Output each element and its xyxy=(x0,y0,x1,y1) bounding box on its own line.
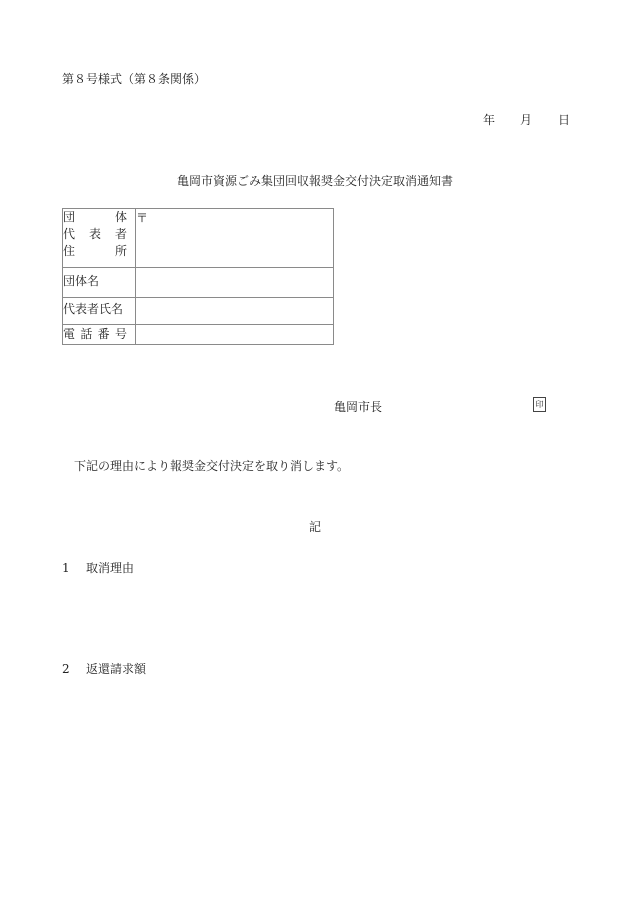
seal-mark: 印 xyxy=(533,397,546,412)
item-cancellation-reason xyxy=(62,559,134,576)
date-line xyxy=(483,111,578,127)
label-representative xyxy=(63,226,127,243)
address-row xyxy=(63,209,334,268)
label-org xyxy=(63,209,127,226)
label-char: 住 xyxy=(63,244,76,258)
label-char: 体 xyxy=(114,210,127,224)
phone-value-cell[interactable] xyxy=(136,325,334,345)
address-value-cell[interactable] xyxy=(136,209,334,268)
label-char: 電 xyxy=(63,327,76,341)
representative-name-value-cell[interactable] xyxy=(136,298,334,325)
address-label-cell xyxy=(63,209,136,268)
issuer-name: 亀岡市長 xyxy=(334,400,383,414)
label-char: 所 xyxy=(114,244,127,258)
cancellation-statement: 下記の理由により報奨金交付決定を取り消します。 xyxy=(74,459,350,473)
label-org-name xyxy=(63,271,127,291)
label-char: 号 xyxy=(114,327,127,341)
phone-row xyxy=(63,325,334,345)
ki-heading: 記 xyxy=(308,520,321,534)
label-address xyxy=(63,243,127,260)
item-number: 2 xyxy=(62,662,70,676)
date-year-label: 年 xyxy=(483,113,496,127)
date-day-label: 日 xyxy=(558,113,571,127)
item-number: 1 xyxy=(62,561,70,575)
item-label: 取消理由 xyxy=(86,561,135,575)
document-title: 亀岡市資源ごみ集団回収報奨金交付決定取消通知書 xyxy=(176,174,453,188)
form-number: 第８号様式（第８条関係） xyxy=(62,72,207,86)
label-representative-name: 代表者氏名 xyxy=(63,302,124,316)
label-char: 話 xyxy=(80,327,93,341)
org-name-row xyxy=(63,268,334,298)
organization-info-table xyxy=(62,208,334,345)
postal-mark: 〒 xyxy=(136,211,149,225)
label-char: 体 xyxy=(75,274,88,288)
label-char: 団 xyxy=(63,274,76,288)
org-name-value-cell[interactable] xyxy=(136,268,334,298)
representative-name-row xyxy=(63,298,334,325)
label-char: 者 xyxy=(114,227,127,241)
org-name-label-cell xyxy=(63,268,136,298)
label-char: 名 xyxy=(87,274,100,288)
label-char: 団 xyxy=(63,210,76,224)
phone-label-cell xyxy=(63,325,136,345)
item-label: 返還請求額 xyxy=(86,662,147,676)
item-refund-amount xyxy=(62,660,146,677)
label-char: 表 xyxy=(88,227,101,241)
label-char: 番 xyxy=(97,327,110,341)
representative-name-label-cell xyxy=(63,298,136,325)
label-phone xyxy=(63,326,127,343)
date-month-label: 月 xyxy=(520,113,533,127)
label-char: 代 xyxy=(63,227,76,241)
